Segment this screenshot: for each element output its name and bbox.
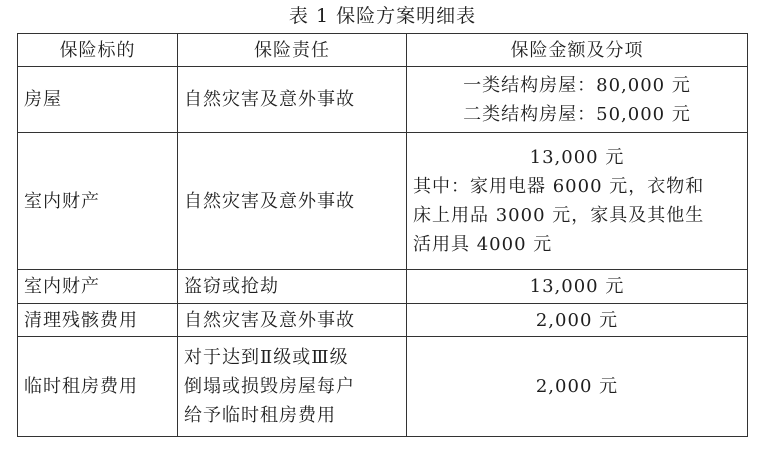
header-subject: 保险标的 [18,34,178,67]
amount-line: 其中：家用电器 6000 元，衣物和 [413,176,705,197]
table-row [18,304,748,337]
amount-cell [407,67,748,133]
liability-line: 倒塌或损毁房屋每户 [184,376,355,397]
amount-line: 二类结构房屋：50,000 元 [463,103,691,125]
amount-line: 一类结构房屋：80,000 元 [463,74,691,96]
liability-cell [178,67,407,133]
amount-line: 床上用品 3000 元，家具及其他生 [413,205,705,226]
header-liability: 保险责任 [178,34,407,67]
amount-line: 2,000 元 [535,376,619,397]
amount-cell [407,133,748,270]
liability-line: 自然灾害及意外事故 [184,309,355,331]
insurance-plan-table [17,33,748,437]
liability-cell [178,133,407,270]
amount-cell [407,270,748,304]
subject-cell: 清理残骸费用 [18,304,178,337]
header-amount: 保险金额及分项 [407,34,748,67]
liability-cell [178,270,407,304]
table-row [18,67,748,133]
amount-line: 2,000 元 [535,309,619,331]
table-row [18,133,748,270]
liability-line: 给予临时租房费用 [184,405,336,426]
amount-cell [407,337,748,437]
amount-cell [407,304,748,337]
liability-cell [178,337,407,437]
subject-cell: 室内财产 [18,133,178,270]
liability-line: 对于达到Ⅱ级或Ⅲ级 [184,347,349,368]
table-row [18,270,748,304]
liability-cell [178,304,407,337]
liability-line: 自然灾害及意外事故 [184,89,355,110]
liability-line: 盗窃或抢劫 [184,276,279,297]
amount-line: 活用具 4000 元 [413,234,553,255]
subject-cell: 临时租房费用 [18,337,178,437]
liability-line: 自然灾害及意外事故 [184,190,355,212]
amount-line: 13,000 元 [529,147,625,168]
subject-cell: 室内财产 [18,270,178,304]
table-row [18,337,748,437]
header-row [18,34,748,67]
subject-cell: 房屋 [18,67,178,133]
table-caption: 表 1 保险方案明细表 [288,5,477,27]
amount-line: 13,000 元 [529,276,625,297]
